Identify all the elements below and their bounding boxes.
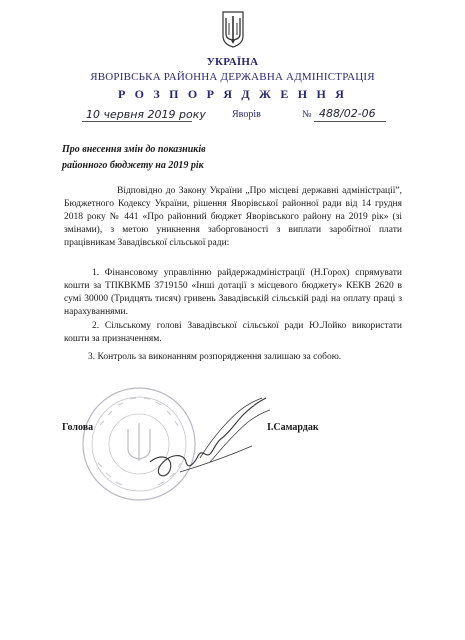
trident-emblem-icon [221, 10, 245, 48]
clause-2-paragraph: 2. Сільському голові Завадівської сільської ради Ю.Лойко використати кошти за призначенням. [64, 321, 402, 344]
document-number: 488/02-06 [319, 107, 376, 120]
subject-line-1: Про внесення змін до показників [62, 144, 206, 155]
clause-1-paragraph: 1. Фінансовому управлінню райдержадміністрації (Н.Горох) спрямувати кошти за ТПКВКМБ 3719150 «Інші дотації з місцевого бюджету» КЕКВ 2620 в сумі 30000 (Тридцять тисяч) гривень Завадівській сільській раді на оплату праці з нарахуваннями. [64, 268, 402, 317]
country-heading: УКРАЇНА [206, 56, 259, 68]
number-underline [314, 121, 386, 122]
subject-line-2: районного бюджету на 2019 рік [62, 160, 204, 171]
document-subject [62, 142, 206, 174]
document-date: 10 червня 2019 року [86, 108, 206, 121]
clause-3-paragraph: 3. Контроль за виконанням розпорядження залишаю за собою. [88, 352, 342, 362]
preamble-paragraph: Відповідно до Закону України „Про місцеві державні адміністрації”, Бюджетного Кодексу України, рішення Яворівської районної ради від 14 грудня 2018 року № 441 «Про районний бюджет Яворівського району на 2019 рік» (зі змінами), з метою уникнення заборгованості з виплати заробітної плати працівникам Завадівської сільської ради: [64, 186, 402, 248]
signatory-name: І.Самардак [267, 422, 319, 433]
number-label: № [302, 109, 312, 120]
handwritten-signature [140, 392, 275, 484]
date-underline [82, 121, 192, 122]
document-type-title: Р О З П О Р Я Д Ж Е Н Н Я [117, 87, 348, 101]
document-city: Яворів [232, 109, 261, 120]
administration-heading: ЯВОРІВСЬКА РАЙОННА ДЕРЖАВНА АДМІНІСТРАЦІЯ [90, 71, 375, 83]
signatory-role: Голова [62, 422, 94, 433]
